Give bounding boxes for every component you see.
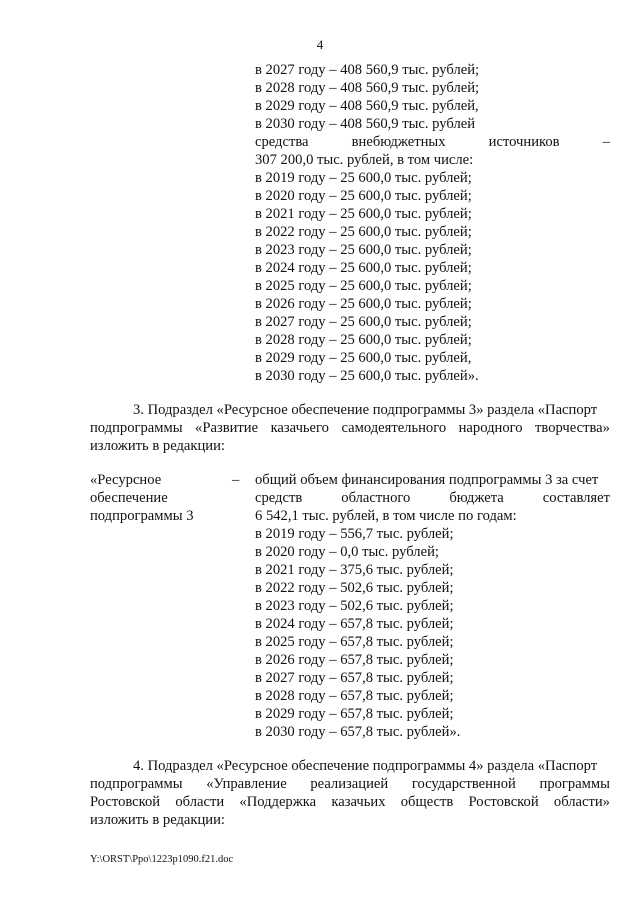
- paragraph-4-line: изложить в редакции:: [90, 812, 225, 828]
- word: Ростовской: [90, 794, 161, 810]
- word: средства: [255, 134, 309, 150]
- word: –: [602, 134, 610, 150]
- funding-line: в 2027 году – 25 600,0 тыс. рублей;: [255, 314, 472, 330]
- word: составляет: [542, 490, 610, 506]
- funding-line: в 2030 году – 408 560,9 тыс. рублей: [255, 116, 476, 132]
- word: народного: [458, 420, 523, 436]
- funding-line: в 2020 году – 0,0 тыс. рублей;: [255, 544, 439, 560]
- word: области»: [553, 794, 610, 810]
- word: казачьего: [270, 420, 329, 436]
- word: творчества»: [535, 420, 610, 436]
- funding-line: в 2028 году – 25 600,0 тыс. рублей;: [255, 332, 472, 348]
- word: казачьих: [331, 794, 386, 810]
- paragraph-3-line: изложить в редакции:: [90, 438, 225, 454]
- word: внебюджетных: [351, 134, 446, 150]
- funding-line: в 2030 году – 657,8 тыс. рублей».: [255, 724, 461, 740]
- funding-line: в 2030 году – 25 600,0 тыс. рублей».: [255, 368, 479, 384]
- file-path-footer: Y:\ORST\Ppo\1223p1090.f21.doc: [90, 854, 234, 865]
- funding-line: в 2021 году – 375,6 тыс. рублей;: [255, 562, 454, 578]
- word: подпрограммы: [90, 420, 183, 436]
- funding-line: в 2022 году – 25 600,0 тыс. рублей;: [255, 224, 472, 240]
- word: Ростовской: [468, 794, 539, 810]
- funding-line: в 2023 году – 25 600,0 тыс. рублей;: [255, 242, 472, 258]
- word: источников: [488, 134, 560, 150]
- funding-line: в 2024 году – 25 600,0 тыс. рублей;: [255, 260, 472, 276]
- word: «Развитие: [195, 420, 259, 436]
- funding-line: в 2028 году – 408 560,9 тыс. рублей;: [255, 80, 480, 96]
- paragraph-4-line: 4. Подраздел «Ресурсное обеспечение подпрограммы 4» раздела «Паспорт: [133, 758, 598, 774]
- funding-line: [255, 489, 610, 507]
- resource-label: «Ресурсное: [90, 472, 162, 488]
- funding-line: в 2027 году – 408 560,9 тыс. рублей;: [255, 62, 480, 78]
- funding-line: в 2023 году – 502,6 тыс. рублей;: [255, 598, 454, 614]
- word: бюджета: [449, 490, 504, 506]
- word: средств: [255, 490, 303, 506]
- funding-line: в 2026 году – 657,8 тыс. рублей;: [255, 652, 454, 668]
- funding-line: 307 200,0 тыс. рублей, в том числе:: [255, 152, 474, 168]
- word: областного: [341, 490, 411, 506]
- resource-label: обеспечение: [90, 490, 168, 506]
- funding-line: в 2020 году – 25 600,0 тыс. рублей;: [255, 188, 472, 204]
- word: государственной: [411, 776, 516, 792]
- word: обществ: [400, 794, 454, 810]
- resource-label: подпрограммы 3: [90, 508, 194, 524]
- funding-line: в 2025 году – 657,8 тыс. рублей;: [255, 634, 454, 650]
- funding-line: в 2019 году – 25 600,0 тыс. рублей;: [255, 170, 472, 186]
- funding-line: в 2024 году – 657,8 тыс. рублей;: [255, 616, 454, 632]
- word: реализацией: [310, 776, 389, 792]
- word: области: [175, 794, 225, 810]
- paragraph-4-line: [90, 793, 610, 811]
- word: самодеятельного: [341, 420, 447, 436]
- funding-line: в 2022 году – 502,6 тыс. рублей;: [255, 580, 454, 596]
- paragraph-3-line: 3. Подраздел «Ресурсное обеспечение подпрограммы 3» раздела «Паспорт: [133, 402, 598, 418]
- funding-line: 6 542,1 тыс. рублей, в том числе по годам:: [255, 508, 517, 524]
- paragraph-4-line: [90, 775, 610, 793]
- page-number: 4: [316, 37, 324, 52]
- funding-line: в 2019 году – 556,7 тыс. рублей;: [255, 526, 454, 542]
- funding-line: в 2026 году – 25 600,0 тыс. рублей;: [255, 296, 472, 312]
- funding-line: в 2029 году – 657,8 тыс. рублей;: [255, 706, 454, 722]
- extra-budget-line: [255, 133, 610, 151]
- funding-line: общий объем финансирования подпрограммы 3 за счет: [255, 472, 599, 488]
- word: программы: [539, 776, 610, 792]
- label-dash: –: [232, 472, 240, 488]
- funding-line: в 2025 году – 25 600,0 тыс. рублей;: [255, 278, 472, 294]
- word: «Поддержка: [239, 794, 317, 810]
- funding-line: в 2028 году – 657,8 тыс. рублей;: [255, 688, 454, 704]
- funding-line: в 2021 году – 25 600,0 тыс. рублей;: [255, 206, 472, 222]
- paragraph-3-line: [90, 419, 610, 437]
- funding-line: в 2029 году – 408 560,9 тыс. рублей,: [255, 98, 479, 114]
- word: подпрограммы: [90, 776, 183, 792]
- funding-line: в 2027 году – 657,8 тыс. рублей;: [255, 670, 454, 686]
- word: «Управление: [206, 776, 287, 792]
- funding-line: в 2029 году – 25 600,0 тыс. рублей,: [255, 350, 472, 366]
